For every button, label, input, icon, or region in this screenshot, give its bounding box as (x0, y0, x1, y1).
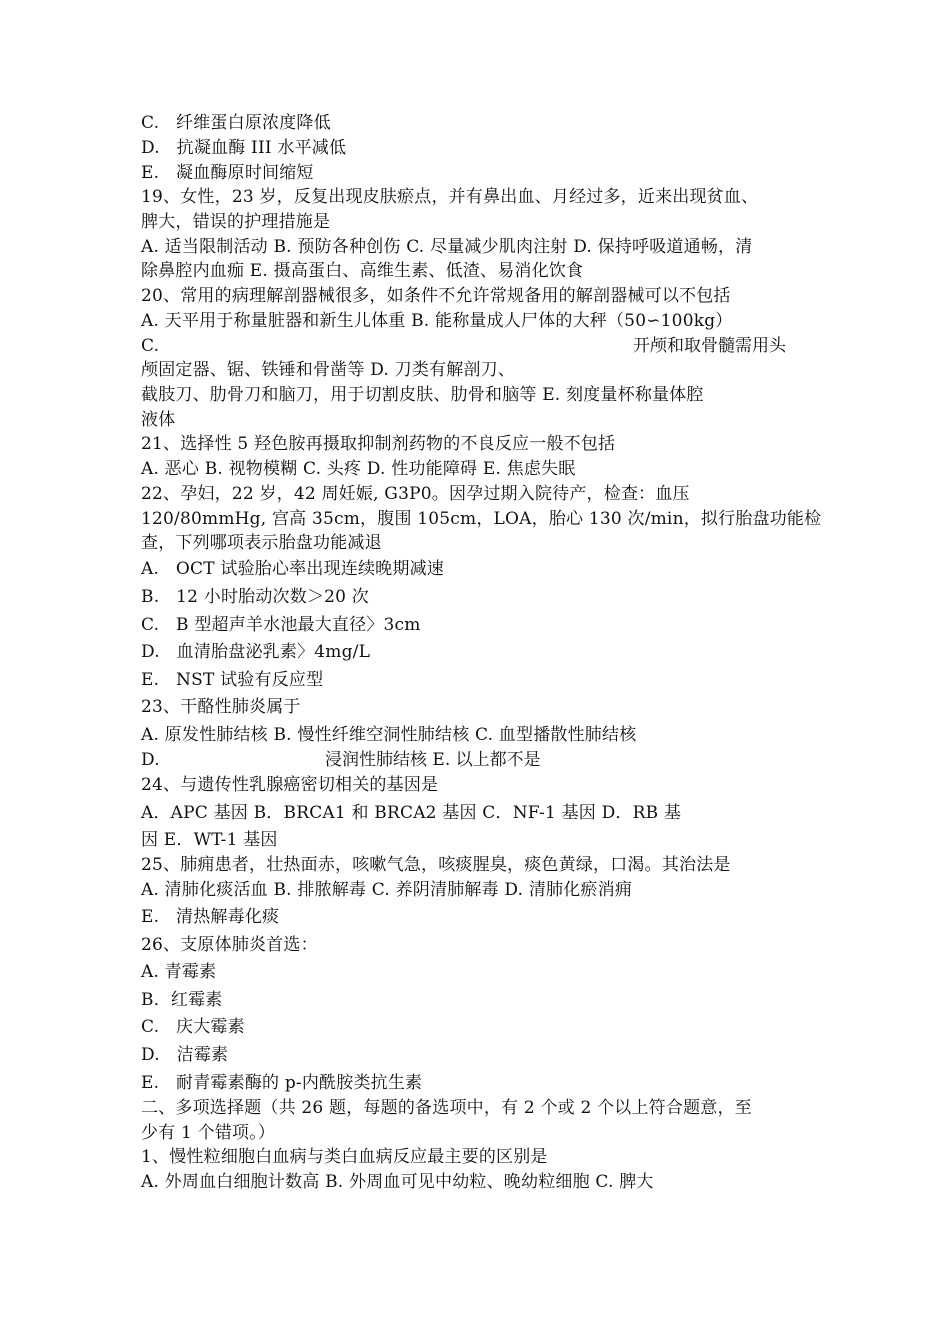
text-line: E. 清热解毒化痰 (141, 907, 280, 927)
text-line: C. (141, 336, 160, 356)
text-line: 22、孕妇，22 岁，42 周妊娠, G3P0。因孕过期入院待产，检查：血压 (141, 484, 690, 504)
text-line: 查，下列哪项表示胎盘功能减退 (141, 533, 382, 553)
text-line: B．红霉素 (141, 990, 223, 1010)
text-line: E. 耐青霉素酶的 p-内酰胺类抗生素 (141, 1073, 423, 1093)
text-line: C. 庆大霉素 (141, 1017, 245, 1037)
text-line: B. 12 小时胎动次数＞20 次 (141, 587, 369, 607)
text-line-fragment: 浸润性肺结核 E. 以上都不是 (325, 750, 541, 770)
text-line: 24、与遗传性乳腺癌密切相关的基因是 (141, 775, 439, 795)
text-line: A. 适当限制活动 B. 预防各种创伤 C. 尽量减少肌肉注射 D. 保持呼吸道通畅，清 (141, 237, 753, 257)
text-line: D. 抗凝血酶 III 水平减低 (141, 138, 347, 158)
text-line: E. 凝血酶原时间缩短 (141, 163, 314, 183)
text-line: 液体 (141, 410, 176, 430)
text-line: 除鼻腔内血痂 E. 摄高蛋白、高维生素、低渣、易消化饮食 (141, 261, 584, 281)
text-line: A. 天平用于称量脏器和新生儿体重 B. 能称量成人尸体的大秤（50∽100kg） (141, 311, 733, 331)
text-line: A. 青霉素 (141, 962, 217, 982)
text-line: A. 原发性肺结核 B. 慢性纤维空洞性肺结核 C. 血型播散性肺结核 (141, 725, 637, 745)
text-line: A．APC 基因 B．BRCA1 和 BRCA2 基因 C．NF-1 基因 D．RB 基 (141, 803, 682, 823)
text-line: A. 清肺化痰活血 B. 排脓解毒 C. 养阴清肺解毒 D. 清肺化瘀消痈 (141, 880, 633, 900)
text-line: A. OCT 试验胎心率出现连续晚期减速 (141, 559, 444, 579)
text-line: 脾大，错误的护理措施是 (141, 212, 331, 232)
text-line: D. 血清胎盘泌乳素〉4mg/L (141, 642, 371, 662)
text-line: C. B 型超声羊水池最大直径〉3cm (141, 615, 421, 635)
text-line: D. 洁霉素 (141, 1045, 229, 1065)
text-line: 21、选择性 5 羟色胺再摄取抑制剂药物的不良反应一般不包括 (141, 434, 616, 454)
text-line: A. 外周血白细胞计数高 B. 外周血可见中幼粒、晚幼粒细胞 C. 脾大 (141, 1172, 654, 1192)
text-line: 26、支原体肺炎首选： (141, 935, 318, 955)
text-line: A. 恶心 B. 视物模糊 C. 头疼 D. 性功能障碍 E. 焦虑失眠 (141, 459, 576, 479)
text-line: C. 纤维蛋白原浓度降低 (141, 113, 331, 133)
text-line: 1、慢性粒细胞白血病与类白血病反应最主要的区别是 (141, 1147, 548, 1167)
text-line: 19、女性，23 岁，反复出现皮肤瘀点，并有鼻出血、月经过多，近来出现贫血、 (141, 187, 759, 207)
section-heading: 二、多项选择题（共 26 题，每题的备选项中，有 2 个或 2 个以上符合题意，至 (141, 1098, 752, 1118)
text-line: D. (141, 750, 160, 770)
text-line: 截肢刀、肋骨刀和脑刀，用于切割皮肤、肋骨和脑等 E. 刻度量杯称量体腔 (141, 385, 704, 405)
text-line: 少有 1 个错项。） (141, 1123, 276, 1143)
text-line: E. NST 试验有反应型 (141, 670, 324, 690)
text-line: 23、干酪性肺炎属于 (141, 697, 301, 717)
text-line-fragment: 开颅和取骨髓需用头 (633, 336, 786, 356)
text-line: 120/80mmHg, 宫高 35cm，腹围 105cm，LOA，胎心 130 次/min，拟行胎盘功能检 (141, 509, 822, 529)
text-line: 颅固定器、锯、铁锤和骨凿等 D. 刀类有解剖刀、 (141, 360, 516, 380)
text-line: 20、常用的病理解剖器械很多，如条件不允许常规备用的解剖器械可以不包括 (141, 286, 731, 306)
text-line: 因 E．WT-1 基因 (141, 830, 278, 850)
text-line: 25、肺痈患者，壮热面赤，咳嗽气急，咳痰腥臭，痰色黄绿，口渴。其治法是 (141, 855, 731, 875)
